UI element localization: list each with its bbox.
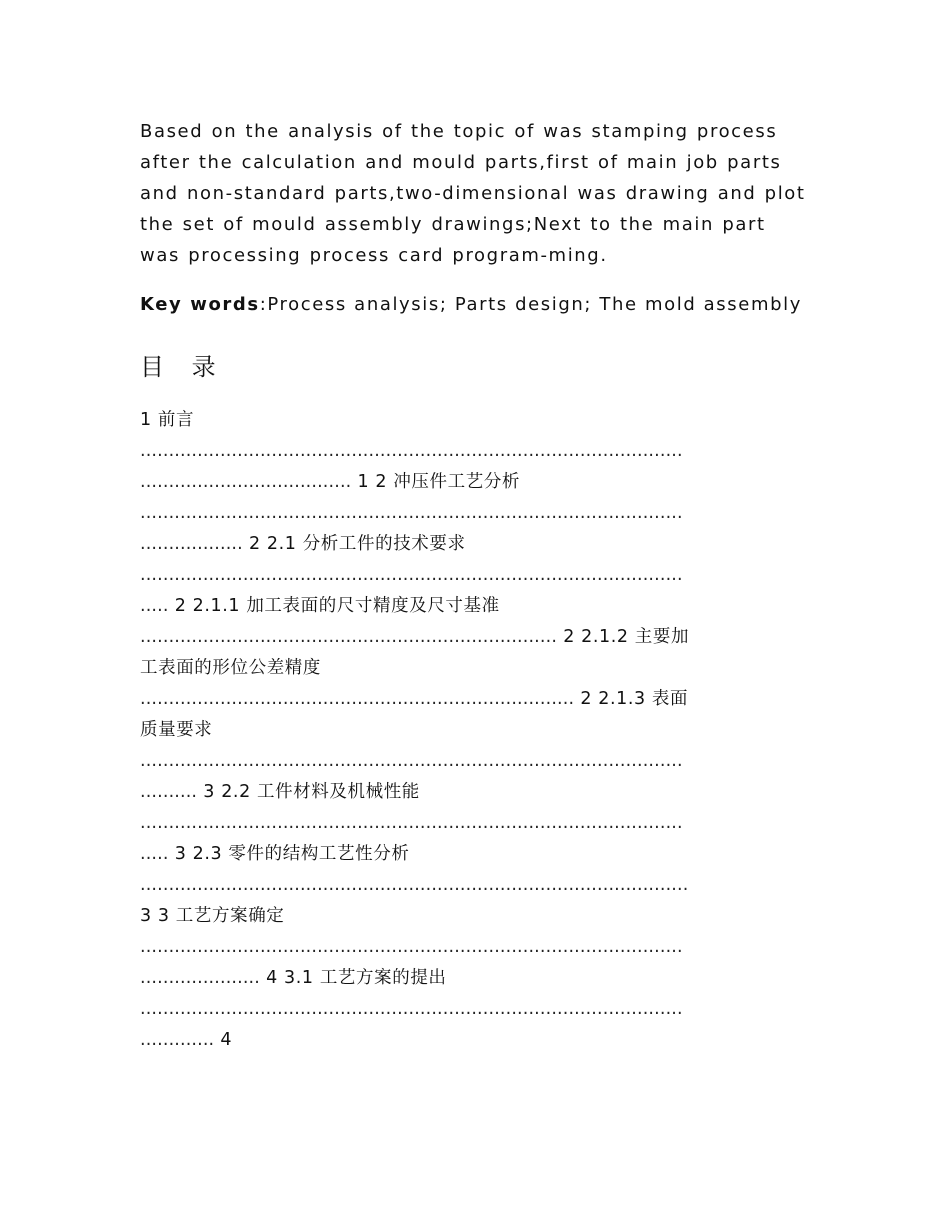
toc-line bbox=[140, 591, 812, 622]
toc-line bbox=[140, 653, 812, 684]
toc-entry-text: 2 2.1 分析工件的技术要求 bbox=[242, 534, 466, 554]
toc-leader-dots: ............................................................................................... bbox=[140, 441, 683, 461]
toc-line bbox=[140, 436, 812, 467]
toc-line bbox=[140, 684, 812, 715]
keywords-label: Key words bbox=[140, 294, 260, 315]
toc-leader-dots: ..... bbox=[140, 844, 169, 864]
toc-entry-text: 2 2.1.1 加工表面的尺寸精度及尺寸基准 bbox=[168, 596, 500, 616]
toc-line bbox=[140, 405, 812, 436]
toc-line bbox=[140, 808, 812, 839]
document-page bbox=[140, 116, 812, 1056]
toc-entry-text: 1 前言 bbox=[140, 410, 195, 430]
toc-leader-dots: ............. bbox=[140, 1030, 215, 1050]
toc-entry-text: 2 2.1.2 主要加 bbox=[557, 627, 690, 647]
toc-leader-dots: ..... bbox=[140, 596, 169, 616]
toc-line bbox=[140, 963, 812, 994]
toc-line bbox=[140, 994, 812, 1025]
toc-leader-dots: ............................................................................................... bbox=[140, 503, 683, 523]
abstract-paragraph: Based on the analysis of the topic of was stamping process after the calculation and mould parts,first of main job parts and non-standard parts,two-dimensional was drawing and plot the set of mould assembly drawings;Next to the main part was processing process card program-ming. bbox=[140, 121, 806, 266]
toc-leader-dots: .................. bbox=[140, 534, 243, 554]
keywords-paragraph bbox=[140, 289, 812, 320]
toc-line bbox=[140, 529, 812, 560]
toc-line bbox=[140, 622, 812, 653]
toc-leader-dots: ............................................................................................... bbox=[140, 937, 683, 957]
toc-line bbox=[140, 746, 812, 777]
toc-entry-text: 工表面的形位公差精度 bbox=[140, 658, 321, 678]
toc-line bbox=[140, 715, 812, 746]
toc-leader-dots: ............................................................................................... bbox=[140, 813, 683, 833]
toc-line bbox=[140, 560, 812, 591]
toc-title: 目 录 bbox=[140, 353, 226, 381]
toc-line bbox=[140, 1025, 812, 1056]
toc-entry-text: 3 2.2 工件材料及机械性能 bbox=[197, 782, 420, 802]
toc-leader-dots: ..................... bbox=[140, 968, 260, 988]
toc-entry-text: 4 3.1 工艺方案的提出 bbox=[259, 968, 447, 988]
toc-line bbox=[140, 932, 812, 963]
toc-leader-dots: ............................................................................................... bbox=[140, 999, 683, 1019]
toc-entry-text: 3 2.3 零件的结构工艺性分析 bbox=[168, 844, 410, 864]
toc-line bbox=[140, 467, 812, 498]
toc-entry-text: 质量要求 bbox=[140, 720, 213, 740]
toc-leader-dots: ............................................................................ bbox=[140, 689, 575, 709]
toc-leader-dots: ............................................................................................... bbox=[140, 565, 683, 585]
toc-leader-dots: ................................................................................................ bbox=[140, 875, 689, 895]
toc-entry-text: 2 2.1.3 表面 bbox=[574, 689, 689, 709]
toc-entry-text: 4 bbox=[214, 1030, 233, 1050]
toc-line bbox=[140, 870, 812, 901]
keywords-text: :Process analysis; Parts design; The mold assembly bbox=[259, 294, 802, 315]
toc-line bbox=[140, 901, 812, 932]
table-of-contents bbox=[140, 405, 812, 1056]
toc-line bbox=[140, 839, 812, 870]
toc-leader-dots: ......................................................................... bbox=[140, 627, 558, 647]
toc-entry-text: 1 2 冲压件工艺分析 bbox=[351, 472, 521, 492]
toc-entry-text: 3 3 工艺方案确定 bbox=[140, 906, 285, 926]
toc-line bbox=[140, 498, 812, 529]
toc-leader-dots: ..................................... bbox=[140, 472, 352, 492]
toc-leader-dots: .......... bbox=[140, 782, 198, 802]
toc-line bbox=[140, 777, 812, 808]
toc-leader-dots: ............................................................................................... bbox=[140, 751, 683, 771]
